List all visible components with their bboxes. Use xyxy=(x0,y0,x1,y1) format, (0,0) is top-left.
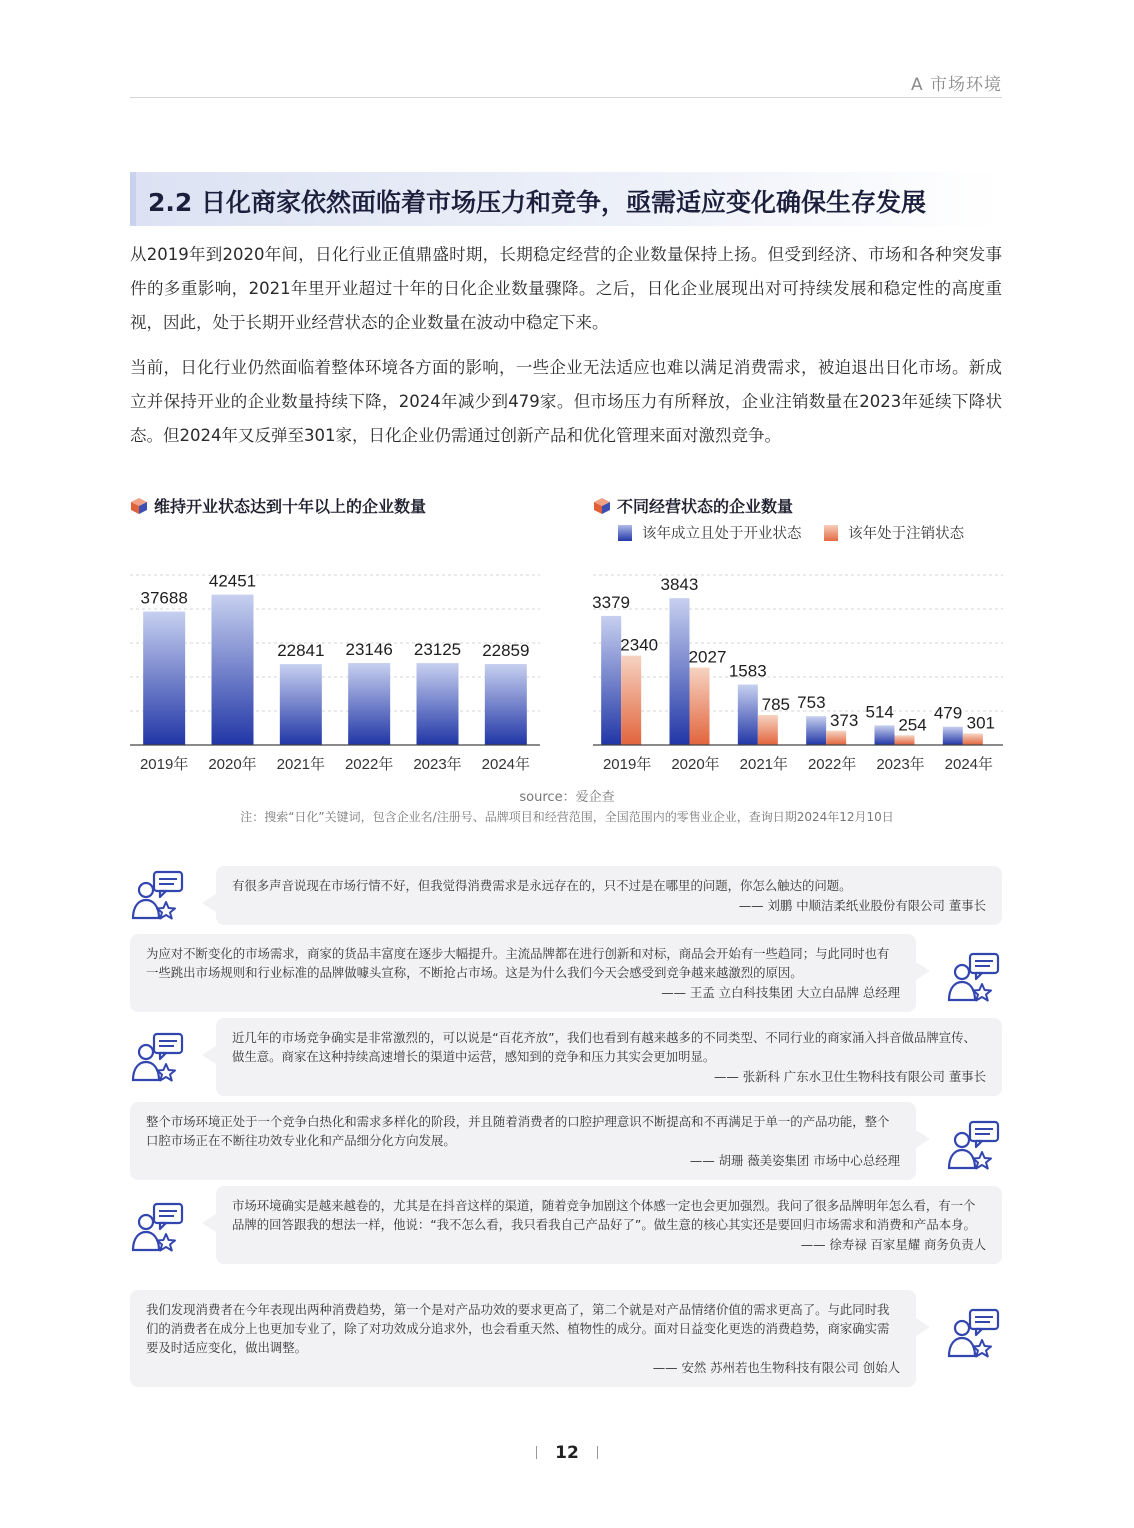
x-tick-label: 2022年 xyxy=(807,756,857,773)
speaker-icon xyxy=(946,1306,1000,1358)
quote-text: 我们发现消费者在今年表现出两种消费趋势，第一个是对产品功效的要求更高了，第二个就是对产品情绪价值的需求更高了。与此同时我们的消费者在成分上也更加专业了，除了对功效成分追求外，也会看重天然、植物性的成分。面对日益变化更迭的消费趋势，商家确实需要及时适应变化，做出调整。 xyxy=(146,1302,890,1355)
quote-card xyxy=(130,934,916,1012)
quote-card xyxy=(130,1290,916,1387)
bar-primary xyxy=(348,663,390,745)
bar-primary xyxy=(485,664,527,745)
x-tick-label: 2022年 xyxy=(344,756,394,773)
bar-secondary xyxy=(621,656,641,745)
bar-primary xyxy=(212,595,254,745)
chart-1-title-text: 维持开业状态达到十年以上的企业数量 xyxy=(154,497,427,516)
page-number-divider xyxy=(536,1446,537,1459)
data-label: 373 xyxy=(829,710,859,730)
data-label: 37688 xyxy=(140,588,188,608)
bar-secondary xyxy=(963,734,983,745)
x-tick-label: 2023年 xyxy=(413,756,462,773)
bar-primary xyxy=(417,663,459,745)
chart-enterprise-status xyxy=(593,555,1003,780)
x-tick-label: 2019年 xyxy=(139,756,189,773)
bar-primary xyxy=(943,727,963,745)
quote-text: 为应对不断变化的市场需求，商家的货品丰富度在逐步大幅提升。主流品牌都在进行创新和对标，商品会开始有一些趋同；与此同时也有一些跳出市场规则和行业标准的品牌做噱头宣称，不断抢占市场。这是为什么我们今天会感受到竞争越来越激烈的原因。 xyxy=(146,946,890,980)
quote-attribution: —— 刘鹏 中顺洁柔纸业股份有限公司 董事长 xyxy=(738,898,986,913)
bar-secondary xyxy=(690,668,710,745)
legend-item-cancelled xyxy=(824,522,964,543)
data-label: 753 xyxy=(797,693,826,713)
quote-text: 有很多声音说现在市场行情不好，但我觉得消费需求是永远存在的，只不过是在哪里的问题，你怎么触达的问题。 xyxy=(232,878,852,893)
bar-primary xyxy=(280,664,322,745)
x-tick-label: 2020年 xyxy=(208,756,257,773)
legend-swatch-blue xyxy=(618,525,632,541)
bar-primary xyxy=(806,716,826,745)
speaker-icon xyxy=(946,950,1000,1002)
chart-long-term-enterprises xyxy=(130,555,540,780)
page-number xyxy=(0,1443,1134,1463)
speaker-icon xyxy=(130,1200,184,1252)
x-tick-label: 2020年 xyxy=(671,756,720,773)
quote-card xyxy=(216,1186,1002,1264)
data-label: 3379 xyxy=(592,592,630,612)
data-label: 3843 xyxy=(660,575,699,595)
bar-primary xyxy=(738,685,758,745)
speaker-icon xyxy=(946,1118,1000,1170)
x-tick-label: 2021年 xyxy=(739,756,789,773)
bar-primary xyxy=(670,598,690,745)
legend-swatch-orange xyxy=(824,525,838,541)
quote-attribution: —— 王孟 立白科技集团 大立白品牌 总经理 xyxy=(661,985,900,1000)
speaker-icon xyxy=(130,868,184,920)
data-label: 301 xyxy=(966,713,996,733)
data-label: 785 xyxy=(761,695,791,715)
legend-item-open xyxy=(618,522,802,543)
x-tick-label: 2023年 xyxy=(876,756,925,773)
chart-source: source：爱企查 xyxy=(519,790,615,805)
data-label: 2027 xyxy=(688,647,727,667)
data-label: 22841 xyxy=(277,641,325,661)
cube-icon xyxy=(130,497,148,519)
quote-attribution: —— 张新科 广东水卫仕生物科技有限公司 董事长 xyxy=(713,1069,986,1084)
legend-label-open: 该年成立且处于开业状态 xyxy=(642,526,802,542)
data-label: 1583 xyxy=(728,661,767,681)
chart-2-title xyxy=(593,494,793,519)
cube-icon xyxy=(593,497,611,519)
quote-card xyxy=(216,866,1002,925)
paragraph-2: 当前，日化行业仍然面临着整体环境各方面的影响，一些企业无法适应也难以满足消费需求，被迫退出日化市场。新成立并保持开业的企业数量持续下降，2024年减少到479家。但市场压力有所释放，企业注销数量在2023年延续下降状态。但2024年又反弹至301家，日化企业仍需通过创新产品和优化管理来面对激烈竞争。 xyxy=(130,358,1002,445)
header-section-label: A 市场环境 xyxy=(910,75,1002,95)
quote-text: 近几年的市场竞争确实是非常激烈的，可以说是“百花齐放”，我们也看到有越来越多的不同类型、不同行业的商家涌入抖音做品牌宣传、做生意。商家在这种持续高速增长的渠道中运营，感知到的竞争和压力其实会更加明显。 xyxy=(232,1030,976,1064)
data-label: 23146 xyxy=(345,640,393,660)
quote-card xyxy=(130,1102,916,1180)
legend-label-cancelled: 该年处于注销状态 xyxy=(848,526,965,542)
bar-primary xyxy=(875,725,895,745)
data-label: 22859 xyxy=(482,641,530,661)
quote-card xyxy=(216,1018,1002,1096)
data-label: 42451 xyxy=(208,571,257,591)
data-label: 23125 xyxy=(413,640,462,660)
header-divider xyxy=(130,97,1002,98)
quote-attribution: —— 胡珊 薇美姿集团 市场中心总经理 xyxy=(689,1153,900,1168)
quote-attribution: —— 徐寿禄 百家星耀 商务负责人 xyxy=(800,1237,986,1252)
bar-secondary xyxy=(895,735,915,745)
paragraph-1: 从2019年到2020年间，日化行业正值鼎盛时期，长期稳定经营的企业数量保持上扬。但受到经济、市场和各种突发事件的多重影响，2021年里开业超过十年的日化企业数量骤降。之后，日化企业展现出对可持续发展和稳定性的高度重视，因此，处于长期开业经营状态的企业数量在波动中稳定下来。 xyxy=(130,245,1002,332)
x-tick-label: 2024年 xyxy=(481,756,531,773)
bar-secondary xyxy=(758,715,778,745)
bar-primary xyxy=(601,616,621,745)
quote-text: 市场环境确实是越来越卷的，尤其是在抖音这样的渠道，随着竞争加剧这个体感一定也会更加强烈。我问了很多品牌明年怎么看，有一个品牌的回答跟我的想法一样，他说：“我不怎么看，我只看我自己产品好了”。做生意的核心其实还是要回归市场需求和消费和产品本身。 xyxy=(232,1198,976,1232)
x-tick-label: 2024年 xyxy=(944,756,994,773)
chart-1-title xyxy=(130,494,426,519)
chart-note: 注：搜索“日化”关键词，包含企业名/注册号、品牌项目和经营范围，全国范围内的零售业企业，查询日期2024年12月10日 xyxy=(240,810,894,824)
data-label: 2340 xyxy=(620,635,659,655)
data-label: 254 xyxy=(898,715,927,735)
quote-text: 整个市场环境正处于一个竞争白热化和需求多样化的阶段，并且随着消费者的口腔护理意识不断提高和不再满足于单一的产品功能，整个口腔市场正在不断往功效专业化和产品细分化方向发展。 xyxy=(146,1114,890,1148)
x-tick-label: 2021年 xyxy=(276,756,326,773)
page-number-divider xyxy=(597,1446,598,1459)
bar-secondary xyxy=(826,731,846,745)
bar-primary xyxy=(143,612,185,745)
data-label: 514 xyxy=(865,702,894,722)
quote-attribution: —— 安然 苏州若也生物科技有限公司 创始人 xyxy=(652,1360,900,1375)
page-number-text: 12 xyxy=(555,1443,579,1463)
data-label: 479 xyxy=(933,703,963,723)
chart-2-legend xyxy=(618,522,982,543)
section-title: 2.2 日化商家依然面临着市场压力和竞争，亟需适应变化确保生存发展 xyxy=(148,188,926,217)
chart-2-title-text: 不同经营状态的企业数量 xyxy=(617,497,794,516)
section-title-bar xyxy=(130,172,1002,226)
speaker-icon xyxy=(130,1030,184,1082)
x-tick-label: 2019年 xyxy=(602,756,652,773)
